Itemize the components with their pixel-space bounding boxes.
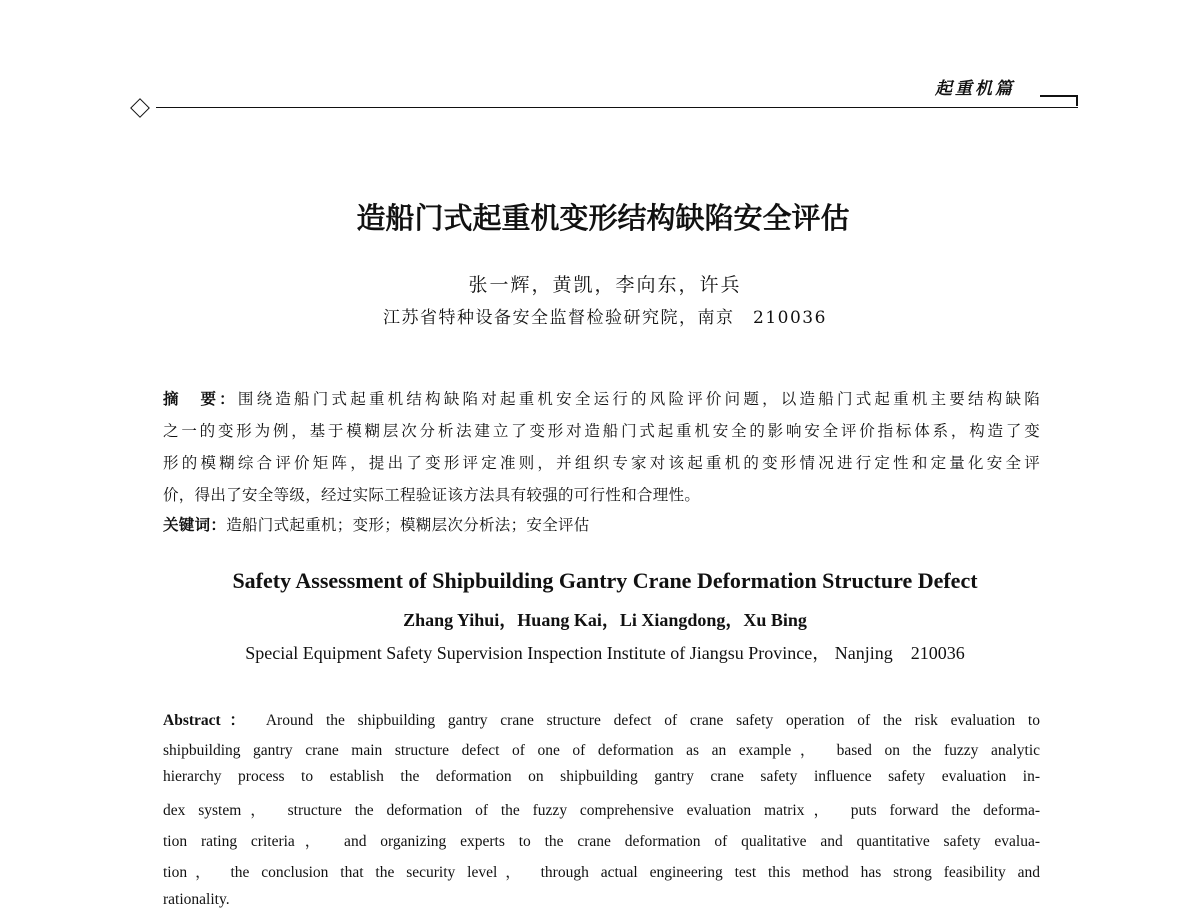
abstract-en-text: Around the shipbuilding gantry crane structure defect of crane safety operation of the risk evaluation to — [265, 712, 1040, 729]
affiliation-cn: 江苏省特种设备安全监督检验研究院，南京 210036 — [383, 308, 827, 328]
keywords-cn-label: 关键词： — [163, 515, 227, 534]
abstract-cn-label: 摘 要： — [163, 389, 238, 408]
keywords-cn-text: 造船门式起重机；变形；模糊层次分析法；安全评估 — [226, 516, 590, 534]
abstract-cn-line: 价，得出了安全等级，经过实际工程验证该方法具有较强的可行性和合理性。 — [163, 486, 701, 504]
abstract-en-line — [163, 708, 1040, 730]
abstract-en-line: rationality. — [163, 891, 230, 908]
abstract-en-line: dex system， structure the deformation of the fuzzy comprehensive evaluation matrix， puts forward the deforma- — [163, 802, 1040, 819]
abstract-en-line: hierarchy process to establish the deformation on shipbuilding gantry crane safety influence safety evaluation in- — [163, 768, 1040, 785]
abstract-en-line: shipbuilding gantry crane main structure defect of one of deformation as an example， based on the fuzzy analytic — [163, 742, 1040, 759]
paper-title-en: Safety Assessment of Shipbuilding Gantry Crane Deformation Structure Defect — [232, 568, 978, 593]
header-rule-box — [1040, 95, 1078, 106]
abstract-cn-text: 围绕造船门式起重机结构缺陷对起重机安全运行的风险评价问题，以造船门式起重机主要结构缺陷 — [237, 390, 1040, 408]
authors-en: Zhang Yihui，Huang Kai，Li Xiangdong，Xu Bing — [403, 610, 807, 630]
abstract-cn-line: 形的模糊综合评价矩阵，提出了变形评定准则，并组织专家对该起重机的变形情况进行定性和定量化安全评 — [163, 454, 1040, 472]
affiliation-en: Special Equipment Safety Supervision Inspection Institute of Jiangsu Province， Nanjing 210036 — [245, 643, 965, 663]
paper-title-cn: 造船门式起重机变形结构缺陷安全评估 — [356, 201, 850, 235]
abstract-en-line: tion rating criteria， and organizing experts to the crane deformation of qualitative and quantitative safety evalua- — [163, 833, 1040, 850]
section-header: 起重机篇 — [935, 79, 1015, 99]
header-rule — [156, 107, 1078, 108]
keywords-cn — [163, 513, 1040, 535]
abstract-en-line: tion， the conclusion that the security level， through actual engineering test this method has strong feasibility and — [163, 864, 1040, 881]
abstract-cn-line — [163, 387, 1040, 409]
abstract-cn-line: 之一的变形为例，基于模糊层次分析法建立了变形对造船门式起重机安全的影响安全评价指标体系，构造了变 — [163, 422, 1040, 440]
abstract-en-label: Abstract： — [163, 712, 254, 729]
authors-cn: 张一辉，黄凯，李向东，许兵 — [468, 274, 742, 296]
diamond-icon — [130, 98, 150, 118]
